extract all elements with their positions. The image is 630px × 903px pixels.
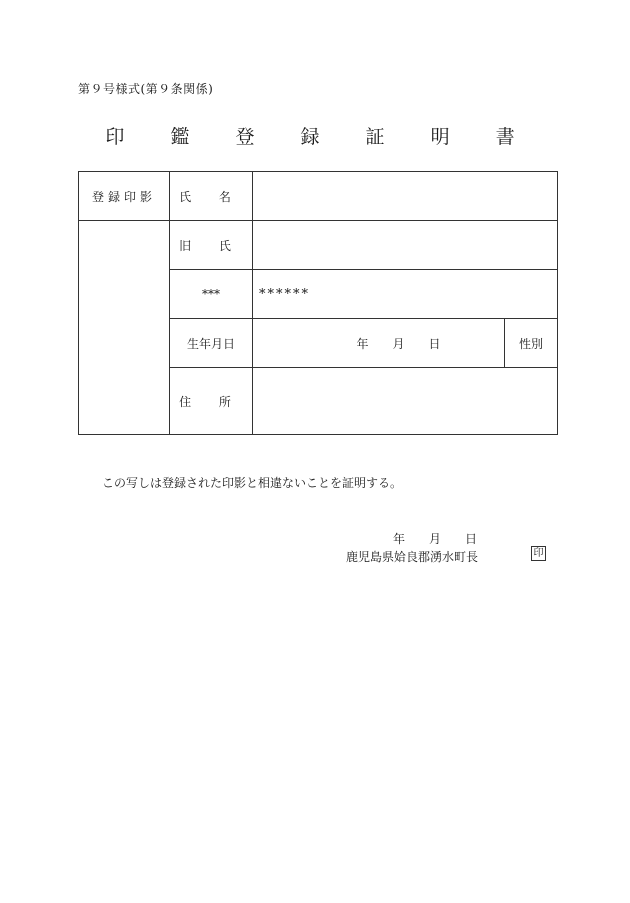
sex-label: 性別 xyxy=(505,319,558,368)
name-label: 氏 名 xyxy=(170,172,253,221)
birth-date-label: 生年月日 xyxy=(170,319,253,368)
address-label: 住 所 xyxy=(170,368,253,435)
certificate-table xyxy=(78,171,558,435)
seal-mark-icon: 印 xyxy=(531,546,546,561)
form-number: 第９号様式(第９条関係) xyxy=(78,82,214,96)
certification-statement: この写しは登録された印影と相違ないことを証明する。 xyxy=(102,476,403,490)
issue-date xyxy=(393,530,477,547)
issue-day-unit: 日 xyxy=(465,532,478,546)
masked-label: *** xyxy=(170,270,253,319)
birth-year-unit: 年 xyxy=(356,336,369,351)
issue-month-unit: 月 xyxy=(429,532,442,546)
birth-date-value xyxy=(253,319,505,368)
birth-day-unit: 日 xyxy=(428,336,441,351)
issue-year-unit: 年 xyxy=(393,532,406,546)
address-value xyxy=(253,368,558,435)
former-name-value xyxy=(253,221,558,270)
former-name-label: 旧 氏 xyxy=(170,221,253,270)
registered-seal-header: 登録印影 xyxy=(79,172,170,221)
document-title: 印 鑑 登 録 証 明 書 xyxy=(105,126,535,148)
registered-seal-area xyxy=(79,221,170,435)
birth-month-unit: 月 xyxy=(392,336,405,351)
name-value xyxy=(253,172,558,221)
masked-value: ****** xyxy=(253,270,558,319)
issuer-name: 鹿児島県姶良郡湧水町長 xyxy=(346,550,479,564)
